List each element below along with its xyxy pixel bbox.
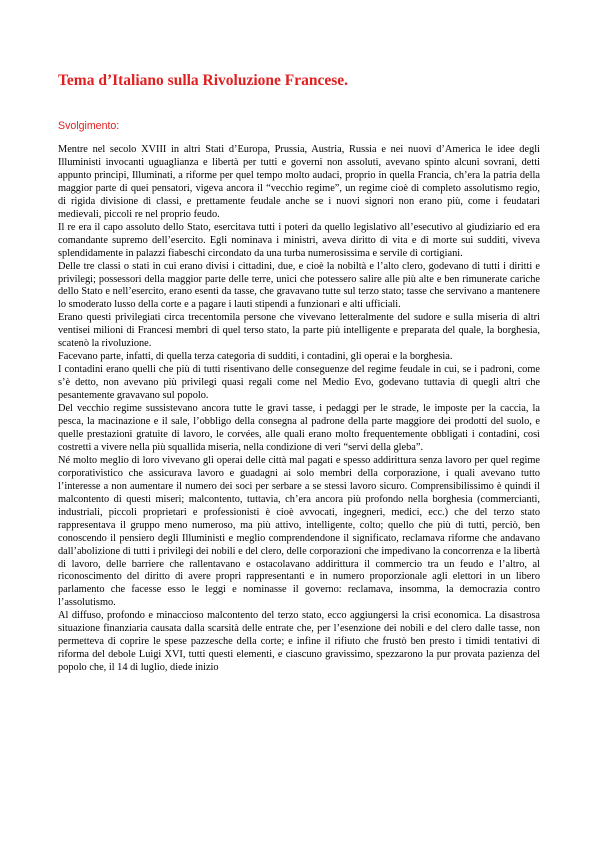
document-title: Tema d’Italiano sulla Rivoluzione Francese. (58, 72, 349, 89)
paragraph: Del vecchio regime sussistevano ancora tutte le gravi tasse, i pedaggi per le strade, le imposte per la caccia, la pesca, la macinazione e il sale, l’obbligo della consegna al padrone della parte maggiore dei prodotti del suolo, e quelle prestazioni gratuite di lavoro, le corvées, alle quali erano molto frequentemente obbligati i contadini, così costretti a vivere nella più squallida miseria, nella condizione di veri “servi della gleba”. (58, 403, 540, 453)
paragraph: Né molto meglio di loro vivevano gli operai delle città mal pagati e spesso addirittura senza lavoro per quel regime corporativistico che assicurava lavoro e guadagni ai solo membri della corporazione, i quali avevano tutto l’interesse a non aumentare il numero dei soci per serbare a se stessi lavoro sicuro. Comprensibilissimo è quindi il malcontento di questi miseri; malcontento, tuttavia, ch’era ancora più profondo nella borghesia (commercianti, industriali, piccoli proprietari e professionisti è cioè avvocati, ingegneri, medici, ecc.) che del terzo stato rappresentava il gruppo meno numeroso, ma più attivo, intelligente, colto; quello che più di tutti, perciò, ben conoscendo il pensiero degli Illuministi e meglio comprendendone il significato, reclamava riforme che andavano dall’abolizione di tutti i privilegi dei nobili e del clero, delle corporazioni che impedivano la concorrenza e la libertà di lavoro, delle barriere che rallentavano e ostacolavano addirittura il commercio tra un feudo e l’altro, al riconoscimento del diritto di avere propri rappresentanti e in numero proporzionale agli elettori in un libero parlamento che facesse esso le leggi e nominasse il governo: reclamava, insomma, la democrazia contro l’assolutismo. (58, 454, 540, 609)
paragraph: I contadini erano quelli che più di tutti risentivano delle conseguenze del regime feudale in cui, se i padroni, come s’è detto, non avevano più privilegi quasi regali come nel Medio Evo, godevano tuttavia di quegli altri che pesantemente gravavano sul popolo. (58, 364, 540, 402)
paragraph: Delle tre classi o stati in cui erano divisi i cittadini, due, e cioè la nobiltà e l’alto clero, godevano di tutti i diritti e privilegi; possessori della maggior parte delle terre, unici che potessero salire alle più alte e ben rimunerate cariche dello Stato e nell’esercito, erano esenti da tasse, che gravavano tutte sul terzo stato; tasse che servivano a mantenere lo smoderato lusso della corte e a pagare i lauti stipendi a funzionari e alti ufficiali. (58, 260, 540, 311)
paragraph: Facevano parte, infatti, di quella terza categoria di sudditi, i contadini, gli operai e la borghesia. (58, 351, 453, 363)
paragraph: Al diffuso, profondo e minaccioso malcontento del terzo stato, ecco aggiungersi la crisi economica. La disastrosa situazione finanziaria causata dalla scarsità delle entrate che, per l’esenzione dei nobili e del clero dalle tasse, non permetteva di coprire le spese pazzesche della corte; e infine il rifiuto che frustò ben presto i timidi tentativi di riforma del debole Luigi XVI, tutti questi elementi, e ciascuno gravissimo, spezzarono la pur provata pazienza del popolo che, il 14 di luglio, diede inizio (58, 610, 540, 674)
paragraph: Erano questi privilegiati circa trecentomila persone che vivevano letteralmente del sudore e sulla miseria di altri ventisei milioni di Francesi membri di quel terso stato, la parte più intelligente e preparata del quale, la borghesia, scatenò la rivoluzione. (58, 312, 540, 350)
document-body (58, 144, 540, 675)
paragraph: Il re era il capo assoluto dello Stato, esercitava tutti i poteri da quello legislativo all’esecutivo al giudiziario ed era comandante supremo dell’esercito. Egli nominava i ministri, aveva diritto di vita e di morte sui sudditi, viveva splendidamente in palazzi fiabeschi circondato da una turba numerosissima e servile di cortigiani. (58, 221, 540, 259)
paragraph: Mentre nel secolo XVIII in altri Stati d’Europa, Prussia, Austria, Russia e nei nuovi d’America le idee degli Illuministi invocanti uguaglianza e libertà per tutti e governi non assoluti, avevano spinto alcuni sovrani, detti appunto principi, Illuminati, a riforme per quel tempo molto audaci, proprio in quella Francia, ch’era la patria della maggior parte di quei pensatori, vigeva ancora il “vecchio regime”, un regime cioè di completo assolutismo regio, di rigida divisione di classi, e prettamente feudale anche se i nuovi signori non erano più, come i feudatari medievali, piccoli re nel proprio feudo. (58, 144, 540, 220)
document-subtitle: Svolgimento: (58, 120, 120, 132)
